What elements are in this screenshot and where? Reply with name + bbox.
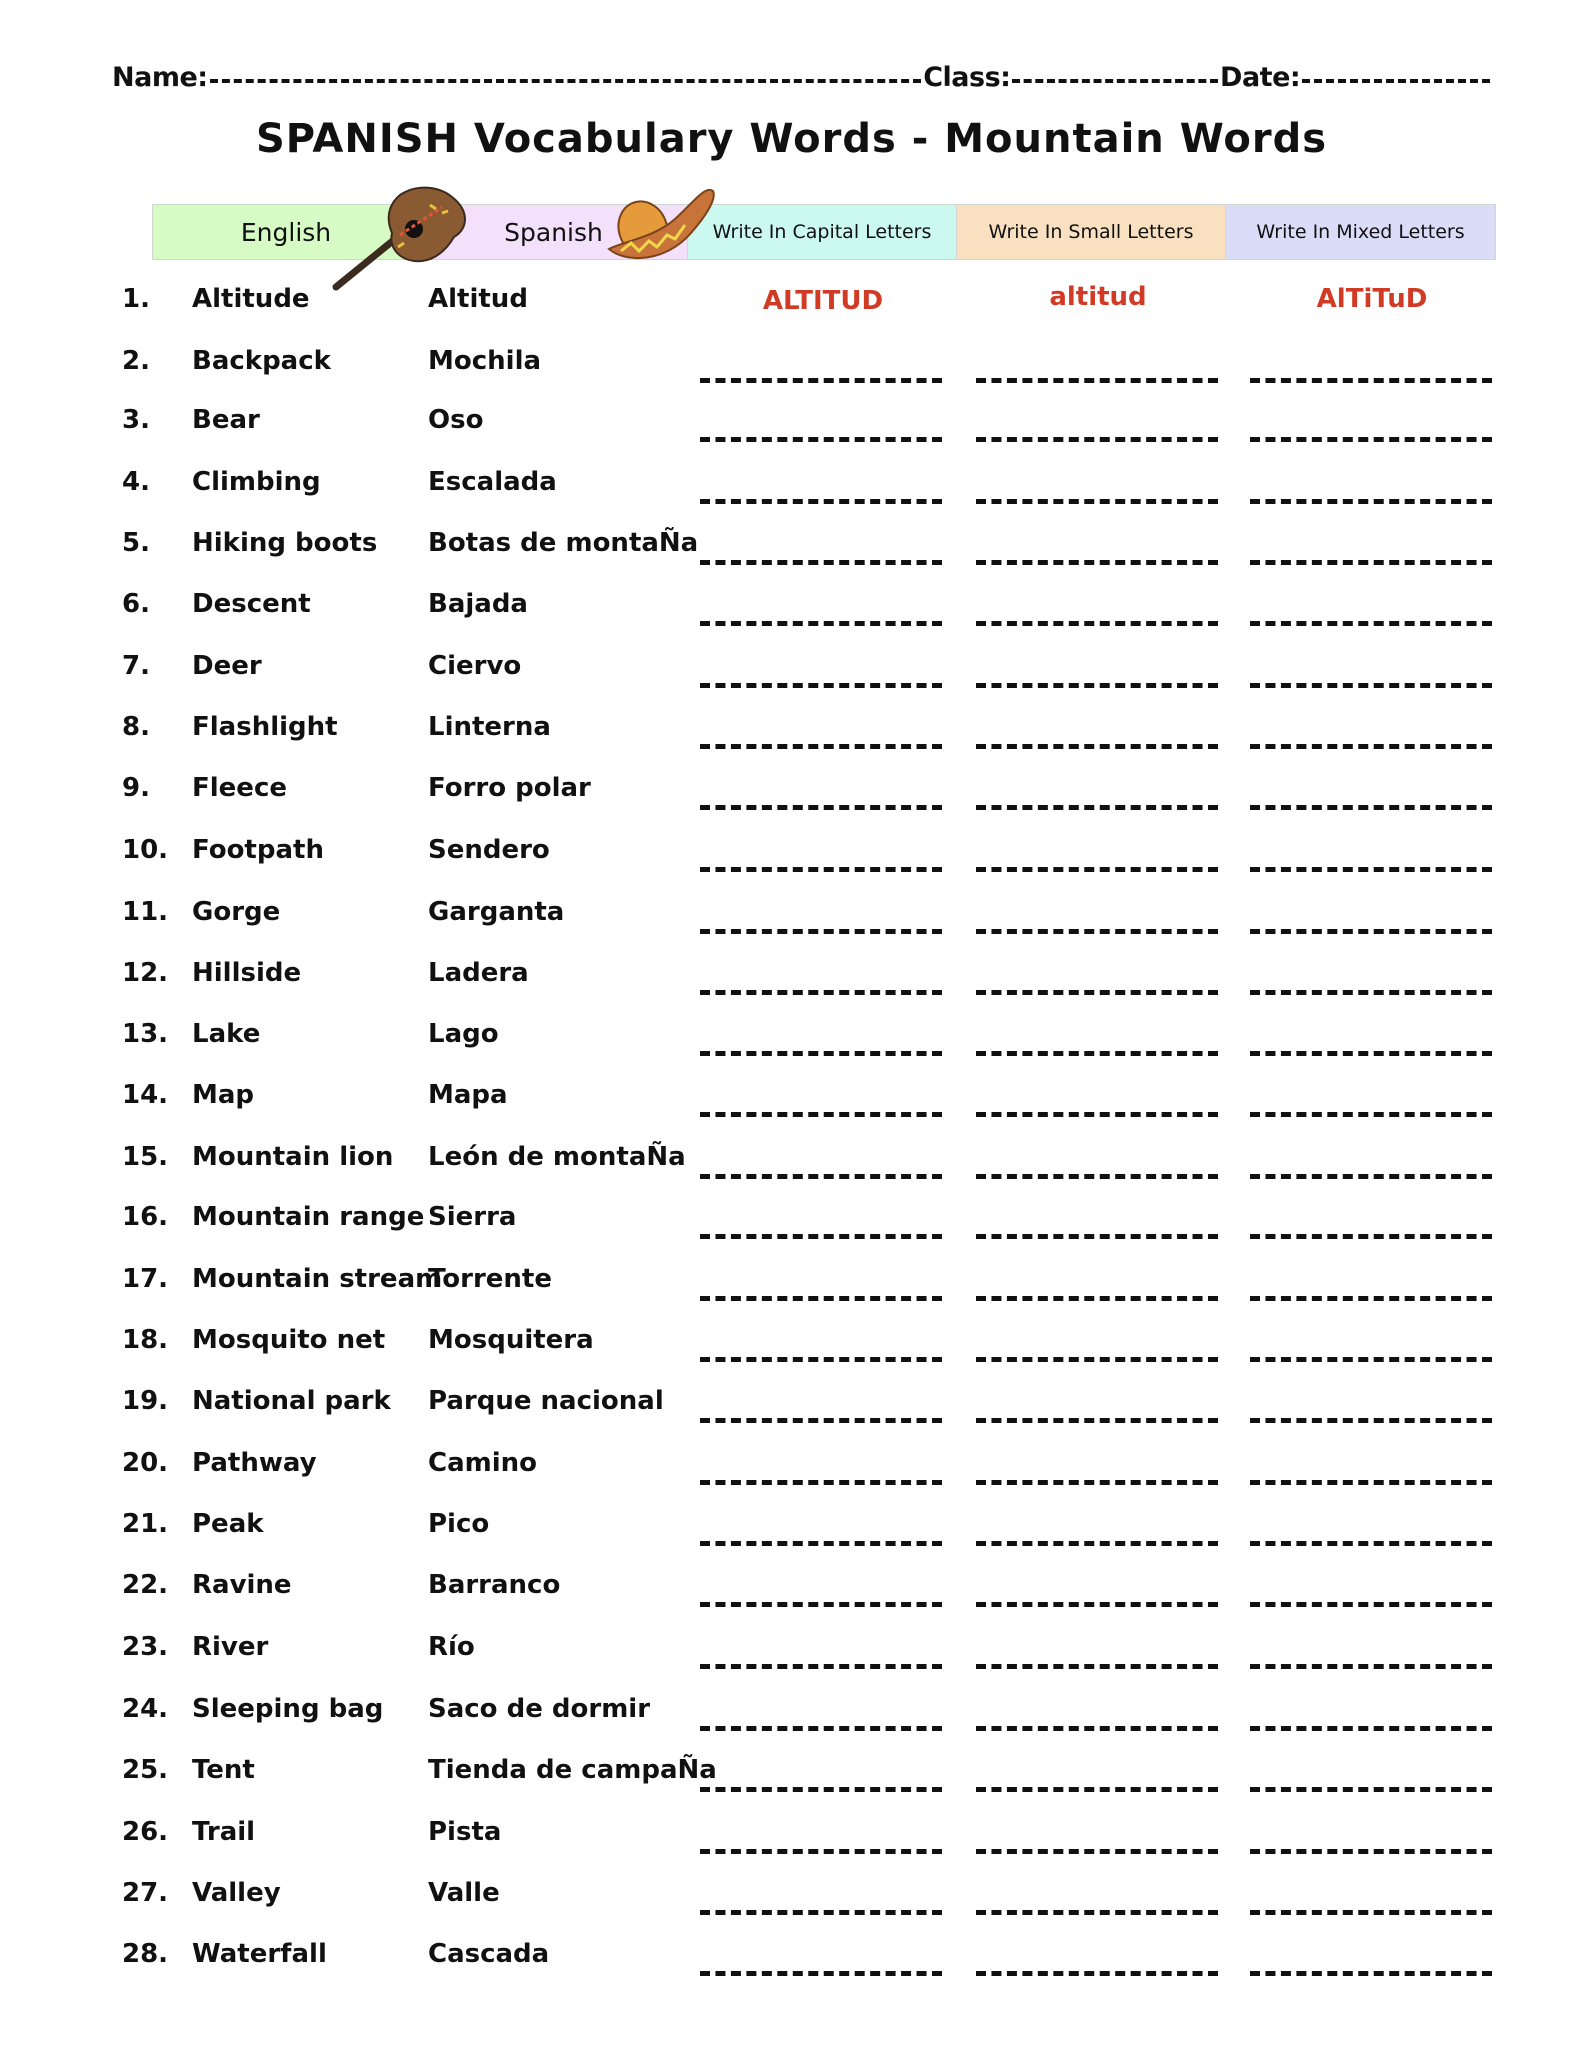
small-letters-blank[interactable] <box>976 1051 1218 1056</box>
column-header-mixed: Write In Mixed Letters <box>1226 205 1495 259</box>
item-number: 9. <box>122 773 150 803</box>
item-number: 14. <box>122 1080 169 1110</box>
small-letters-blank[interactable] <box>976 929 1218 934</box>
english-word: Altitude <box>192 284 310 314</box>
small-letters-blank[interactable] <box>976 1541 1218 1546</box>
small-letters-blank[interactable] <box>976 1357 1218 1362</box>
list-item <box>0 773 1583 823</box>
mixed-letters-blank[interactable] <box>1250 929 1492 934</box>
list-item <box>0 1570 1583 1620</box>
small-letters-blank[interactable] <box>976 1910 1218 1915</box>
english-word: Trail <box>192 1817 256 1847</box>
mixed-letters-blank[interactable] <box>1250 1602 1492 1607</box>
mixed-letters-blank[interactable] <box>1250 1051 1492 1056</box>
spanish-word: Garganta <box>428 897 565 927</box>
date-field[interactable] <box>1302 79 1490 83</box>
mixed-letters-blank[interactable] <box>1250 1849 1492 1854</box>
mixed-letters-blank[interactable] <box>1250 1726 1492 1731</box>
mixed-letters-blank[interactable] <box>1250 1664 1492 1669</box>
mixed-letters-blank[interactable] <box>1250 1910 1492 1915</box>
english-word: Pathway <box>192 1448 317 1478</box>
list-item <box>0 1386 1583 1436</box>
page-title: SPANISH Vocabulary Words - Mountain Words <box>255 116 1328 162</box>
item-number: 1. <box>122 284 150 314</box>
spanish-word: Barranco <box>428 1570 561 1600</box>
english-word: Tent <box>192 1755 255 1785</box>
mixed-letters-blank[interactable] <box>1250 1357 1492 1362</box>
english-word: Backpack <box>192 346 331 376</box>
small-letters-blank[interactable] <box>976 1602 1218 1607</box>
column-header-small: Write In Small Letters <box>957 205 1226 259</box>
capital-letters-blank[interactable] <box>700 929 942 934</box>
item-number: 3. <box>122 405 150 435</box>
list-item <box>0 1142 1583 1192</box>
small-letters-blank[interactable] <box>976 1174 1218 1179</box>
spanish-word: Cascada <box>428 1939 550 1969</box>
item-number: 23. <box>122 1632 169 1662</box>
mixed-letters-blank[interactable] <box>1250 1234 1492 1239</box>
spanish-word: Pista <box>428 1817 502 1847</box>
capital-letters-blank[interactable] <box>700 1357 942 1362</box>
mixed-letters-blank[interactable] <box>1250 1541 1492 1546</box>
guitar-icon <box>330 183 480 293</box>
spanish-word: Ladera <box>428 958 529 988</box>
class-label: Class: <box>923 62 1011 93</box>
small-letters-blank[interactable] <box>976 621 1218 626</box>
english-word: River <box>192 1632 269 1662</box>
mixed-letters-blank[interactable] <box>1250 1787 1492 1792</box>
mixed-letters-blank[interactable] <box>1250 560 1492 565</box>
mixed-letters-blank[interactable] <box>1250 1296 1492 1301</box>
english-word: Flashlight <box>192 712 338 742</box>
list-item <box>0 958 1583 1008</box>
capital-letters-blank[interactable] <box>700 1234 942 1239</box>
small-letters-blank[interactable] <box>976 990 1218 995</box>
small-letters-blank[interactable] <box>976 499 1218 504</box>
name-field[interactable] <box>210 79 922 83</box>
mixed-letters-blank[interactable] <box>1250 378 1492 383</box>
small-letters-blank[interactable] <box>976 437 1218 442</box>
english-word: National park <box>192 1386 391 1416</box>
spanish-word: Mochila <box>428 346 542 376</box>
small-letters-blank[interactable] <box>976 1971 1218 1976</box>
column-header-spanish: Spanish <box>420 205 688 259</box>
mixed-letters-blank[interactable] <box>1250 805 1492 810</box>
item-number: 25. <box>122 1755 169 1785</box>
english-word: Mosquito net <box>192 1325 386 1355</box>
item-number: 7. <box>122 651 150 681</box>
list-item <box>0 1448 1583 1498</box>
capital-letters-blank[interactable] <box>700 1849 942 1854</box>
name-label: Name: <box>112 62 208 93</box>
english-word: Waterfall <box>192 1939 327 1969</box>
spanish-word: Bajada <box>428 589 528 619</box>
spanish-word: Altitud <box>428 284 528 314</box>
mixed-letters-blank[interactable] <box>1250 744 1492 749</box>
item-number: 2. <box>122 346 150 376</box>
english-word: Hillside <box>192 958 302 988</box>
item-number: 10. <box>122 835 169 865</box>
spanish-word: Saco de dormir <box>428 1694 651 1724</box>
spanish-word: León de montaÑa <box>428 1142 686 1172</box>
item-number: 20. <box>122 1448 169 1478</box>
item-number: 5. <box>122 528 150 558</box>
mixed-letters-blank[interactable] <box>1250 437 1492 442</box>
spanish-word: Forro polar <box>428 773 591 803</box>
list-item <box>0 405 1583 455</box>
column-header-capital: Write In Capital Letters <box>688 205 957 259</box>
spanish-word: Camino <box>428 1448 538 1478</box>
spanish-word: Mosquitera <box>428 1325 594 1355</box>
list-item <box>0 1019 1583 1069</box>
item-number: 4. <box>122 467 150 497</box>
english-word: Climbing <box>192 467 321 497</box>
mixed-letters-blank[interactable] <box>1250 499 1492 504</box>
spanish-word: Sierra <box>428 1202 517 1232</box>
item-number: 18. <box>122 1325 169 1355</box>
list-item <box>0 1325 1583 1375</box>
column-header-english: English <box>153 205 420 259</box>
list-item <box>0 284 1583 334</box>
english-word: Mountain range <box>192 1202 425 1232</box>
item-number: 6. <box>122 589 150 619</box>
list-item <box>0 589 1583 639</box>
item-number: 22. <box>122 1570 169 1600</box>
english-word: Bear <box>192 405 260 435</box>
mixed-letters-blank[interactable] <box>1250 990 1492 995</box>
example-capital: ALTITUD <box>762 286 884 316</box>
mixed-letters-blank[interactable] <box>1250 1112 1492 1117</box>
spanish-word: Oso <box>428 405 484 435</box>
capital-letters-blank[interactable] <box>700 621 942 626</box>
small-letters-blank[interactable] <box>976 560 1218 565</box>
list-item <box>0 1264 1583 1314</box>
list-item <box>0 1755 1583 1805</box>
item-number: 15. <box>122 1142 169 1172</box>
list-item <box>0 346 1583 396</box>
list-item <box>0 1202 1583 1252</box>
item-number: 21. <box>122 1509 169 1539</box>
english-word: Mountain stream <box>192 1264 443 1294</box>
small-letters-blank[interactable] <box>976 867 1218 872</box>
item-number: 8. <box>122 712 150 742</box>
item-number: 24. <box>122 1694 169 1724</box>
list-item <box>0 528 1583 578</box>
item-number: 17. <box>122 1264 169 1294</box>
date-label: Date: <box>1220 62 1301 93</box>
capital-letters-blank[interactable] <box>700 1910 942 1915</box>
spanish-word: Botas de montaÑa <box>428 528 699 558</box>
english-word: Mountain lion <box>192 1142 394 1172</box>
item-number: 28. <box>122 1939 169 1969</box>
small-letters-blank[interactable] <box>976 744 1218 749</box>
list-item <box>0 1694 1583 1744</box>
list-item <box>0 835 1583 885</box>
capital-letters-blank[interactable] <box>700 437 942 442</box>
small-letters-blank[interactable] <box>976 1726 1218 1731</box>
list-item <box>0 467 1583 517</box>
small-letters-blank[interactable] <box>976 1418 1218 1423</box>
capital-letters-blank[interactable] <box>700 1726 942 1731</box>
capital-letters-blank[interactable] <box>700 683 942 688</box>
spanish-word: Torrente <box>428 1264 552 1294</box>
capital-letters-blank[interactable] <box>700 560 942 565</box>
english-word: Footpath <box>192 835 324 865</box>
small-letters-blank[interactable] <box>976 1664 1218 1669</box>
item-number: 27. <box>122 1878 169 1908</box>
item-number: 26. <box>122 1817 169 1847</box>
student-info-line <box>112 62 1492 93</box>
list-item <box>0 1939 1583 1989</box>
spanish-word: Ciervo <box>428 651 522 681</box>
capital-letters-blank[interactable] <box>700 1296 942 1301</box>
mixed-letters-blank[interactable] <box>1250 1174 1492 1179</box>
item-number: 12. <box>122 958 169 988</box>
list-item <box>0 1817 1583 1867</box>
item-number: 16. <box>122 1202 169 1232</box>
english-word: Sleeping bag <box>192 1694 384 1724</box>
spanish-word: Pico <box>428 1509 490 1539</box>
english-word: Deer <box>192 651 262 681</box>
mixed-letters-blank[interactable] <box>1250 1971 1492 1976</box>
list-item <box>0 1632 1583 1682</box>
capital-letters-blank[interactable] <box>700 499 942 504</box>
small-letters-blank[interactable] <box>976 1234 1218 1239</box>
example-mixed: AlTiTuD <box>1316 284 1428 314</box>
small-letters-blank[interactable] <box>976 683 1218 688</box>
english-word: Fleece <box>192 773 287 803</box>
english-word: Peak <box>192 1509 264 1539</box>
small-letters-blank[interactable] <box>976 378 1218 383</box>
mixed-letters-blank[interactable] <box>1250 621 1492 626</box>
small-letters-blank[interactable] <box>976 1849 1218 1854</box>
mixed-letters-blank[interactable] <box>1250 1480 1492 1485</box>
mixed-letters-blank[interactable] <box>1250 1418 1492 1423</box>
spanish-word: Parque nacional <box>428 1386 664 1416</box>
capital-letters-blank[interactable] <box>700 1602 942 1607</box>
small-letters-blank[interactable] <box>976 1480 1218 1485</box>
list-item <box>0 712 1583 762</box>
capital-letters-blank[interactable] <box>700 990 942 995</box>
item-number: 13. <box>122 1019 169 1049</box>
item-number: 19. <box>122 1386 169 1416</box>
class-field[interactable] <box>1012 79 1218 83</box>
small-letters-blank[interactable] <box>976 1112 1218 1117</box>
english-word: Valley <box>192 1878 281 1908</box>
english-word: Descent <box>192 589 311 619</box>
spanish-word: Tienda de campaÑa <box>428 1755 717 1785</box>
english-word: Hiking boots <box>192 528 378 558</box>
mixed-letters-blank[interactable] <box>1250 867 1492 872</box>
capital-letters-blank[interactable] <box>700 378 942 383</box>
spanish-word: Escalada <box>428 467 557 497</box>
list-item <box>0 897 1583 947</box>
spanish-word: Lago <box>428 1019 499 1049</box>
example-small: altitud <box>1049 282 1147 312</box>
small-letters-blank[interactable] <box>976 805 1218 810</box>
list-item <box>0 651 1583 701</box>
capital-letters-blank[interactable] <box>700 867 942 872</box>
small-letters-blank[interactable] <box>976 1296 1218 1301</box>
spanish-word: Mapa <box>428 1080 508 1110</box>
item-number: 11. <box>122 897 169 927</box>
capital-letters-blank[interactable] <box>700 744 942 749</box>
capital-letters-blank[interactable] <box>700 1664 942 1669</box>
capital-letters-blank[interactable] <box>700 1480 942 1485</box>
mixed-letters-blank[interactable] <box>1250 683 1492 688</box>
capital-letters-blank[interactable] <box>700 1971 942 1976</box>
english-word: Gorge <box>192 897 281 927</box>
spanish-word: Sendero <box>428 835 550 865</box>
spanish-word: Río <box>428 1632 475 1662</box>
capital-letters-blank[interactable] <box>700 1541 942 1546</box>
capital-letters-blank[interactable] <box>700 1787 942 1792</box>
english-word: Lake <box>192 1019 261 1049</box>
english-word: Map <box>192 1080 255 1110</box>
list-item <box>0 1878 1583 1928</box>
list-item <box>0 1509 1583 1559</box>
capital-letters-blank[interactable] <box>700 1112 942 1117</box>
capital-letters-blank[interactable] <box>700 1418 942 1423</box>
capital-letters-blank[interactable] <box>700 805 942 810</box>
capital-letters-blank[interactable] <box>700 1051 942 1056</box>
spanish-word: Valle <box>428 1878 500 1908</box>
small-letters-blank[interactable] <box>976 1787 1218 1792</box>
english-word: Ravine <box>192 1570 292 1600</box>
capital-letters-blank[interactable] <box>700 1174 942 1179</box>
sombrero-icon <box>605 183 725 268</box>
spanish-word: Linterna <box>428 712 551 742</box>
list-item <box>0 1080 1583 1130</box>
